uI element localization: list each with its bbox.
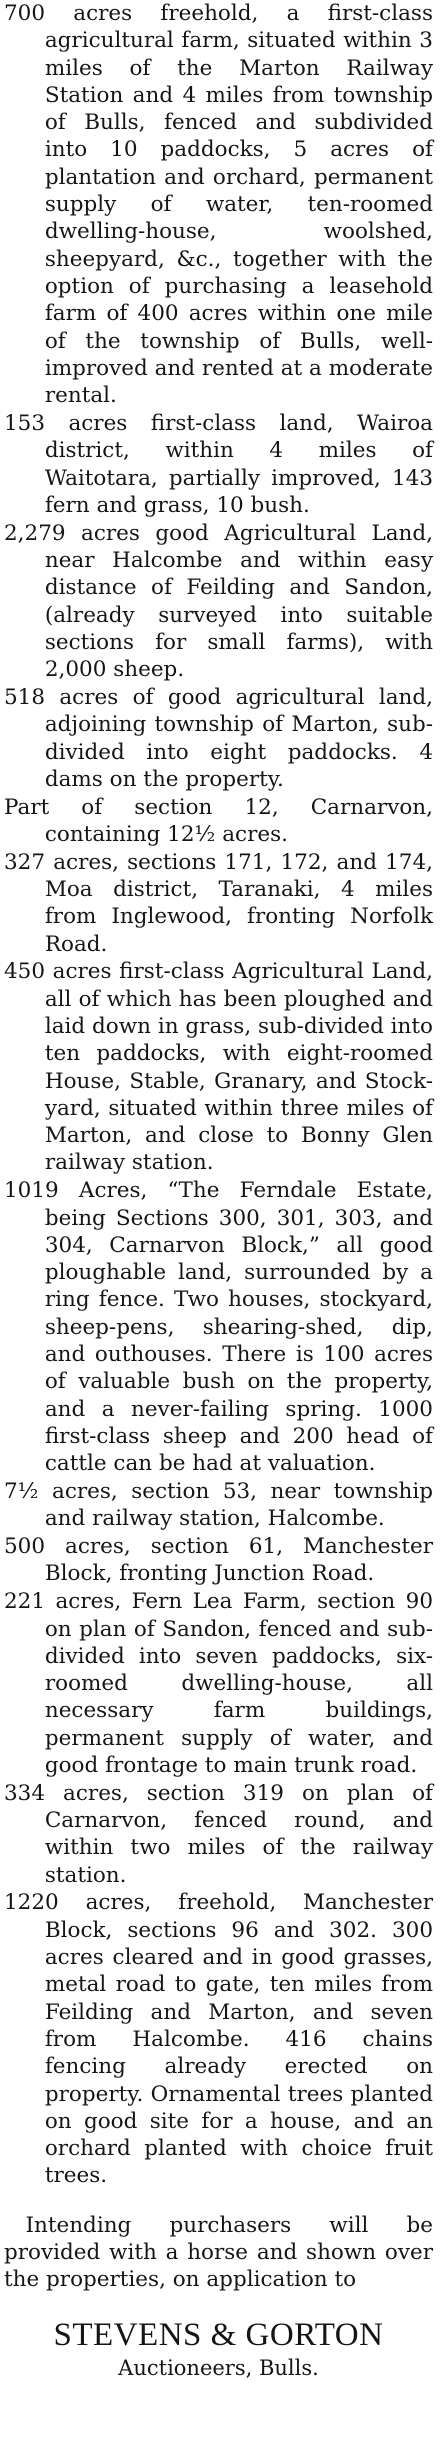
purchasers-note: Intending purchasers will be provided with a horse and shown over the properties, on application to <box>4 2212 433 2293</box>
listing-fern-lea-farm: 221 acres, Fern Lea Farm, section 90 on plan of Sandon, fenced and sub-divided into seven paddocks, six-roomed dwelling-house, all necessary farm buildings, permanent supply of water, and good frontage to main trunk road. <box>4 1589 433 1778</box>
firm-name: STEVENS & GORTON <box>53 2317 384 2354</box>
listing-153-acres: 153 acres first-class land, Wairoa district, within 4 miles of Waitotara, partially improved, 143 fern and grass, 10 bush. <box>4 410 433 518</box>
listing-section-12-carnarvon: Part of section 12, Carnarvon, containing 12½ acres. <box>4 794 433 847</box>
listing-2279-acres: 2,279 acres good Agricultural Land, near Halcombe and within easy distance of Feilding and Sandon, (already surveyed into suitable sections for small farms), with 2,000 sheep. <box>4 520 433 683</box>
listing-518-acres: 518 acres of good agricultural land, adjoining township of Marton, sub-divided into eight paddocks. 4 dams on the property. <box>4 684 433 792</box>
listing-7-half-acres: 7½ acres, section 53, near township and railway station, Halcombe. <box>4 1479 433 1532</box>
firm-subtitle: Auctioneers, Bulls. <box>118 2356 319 2381</box>
listing-450-acres: 450 acres first-class Agricultural Land, all of which has been ploughed and laid down in grass, sub-divided into ten paddocks, with eight-roomed House, Stable, Granary, and Stock-yard, situated within three miles of Marton, and close to Bonny Glen railway station. <box>4 959 433 1176</box>
listing-327-acres: 327 acres, sections 171, 172, and 174, Moa district, Taranaki, 4 miles from Inglewood, fronting Norfolk Road. <box>4 849 433 957</box>
listing-334-acres: 334 acres, section 319 on plan of Carnarvon, fenced round, and within two miles of the railway station. <box>4 1780 433 1888</box>
listings <box>4 0 433 2190</box>
listing-700-acres: 700 acres freehold, a first-class agricultural farm, situated within 3 miles of the Marton Railway Station and 4 miles from township of Bulls, fenced and subdivided into 10 paddocks, 5 acres of plantation and orchard, permanent supply of water, ten-roomed dwelling-house, woolshed, sheepyard, &c., together with the option of purchasing a leasehold farm of 400 acres within one mile of the township of Bulls, well-improved and rented at a moderate rental. <box>4 1 433 409</box>
listing-ferndale-estate: 1019 Acres, “The Ferndale Estate, being Sections 300, 301, 303, and 304, Carnarvon Block,” all good ploughable land, surrounded by a ring fence. Two houses, stockyard, sheep-pens, shearing-shed, dip, and outhouses. There is 100 acres of valuable bush on the property, and a never-failing spring. 1000 first-class sheep and 200 head of cattle can be had at valuation. <box>4 1178 433 1477</box>
listing-1220-acres: 1220 acres, freehold, Manchester Block, sections 96 and 302. 300 acres cleared and in good grasses, metal road to gate, ten miles from Feilding and Marton, and seven from Halcombe. 416 chains fencing already erected on property. Ornamental trees planted on good site for a house, and an orchard planted with choice fruit trees. <box>4 1890 433 2189</box>
listing-500-acres: 500 acres, section 61, Manchester Block, fronting Junction Road. <box>4 1534 433 1587</box>
